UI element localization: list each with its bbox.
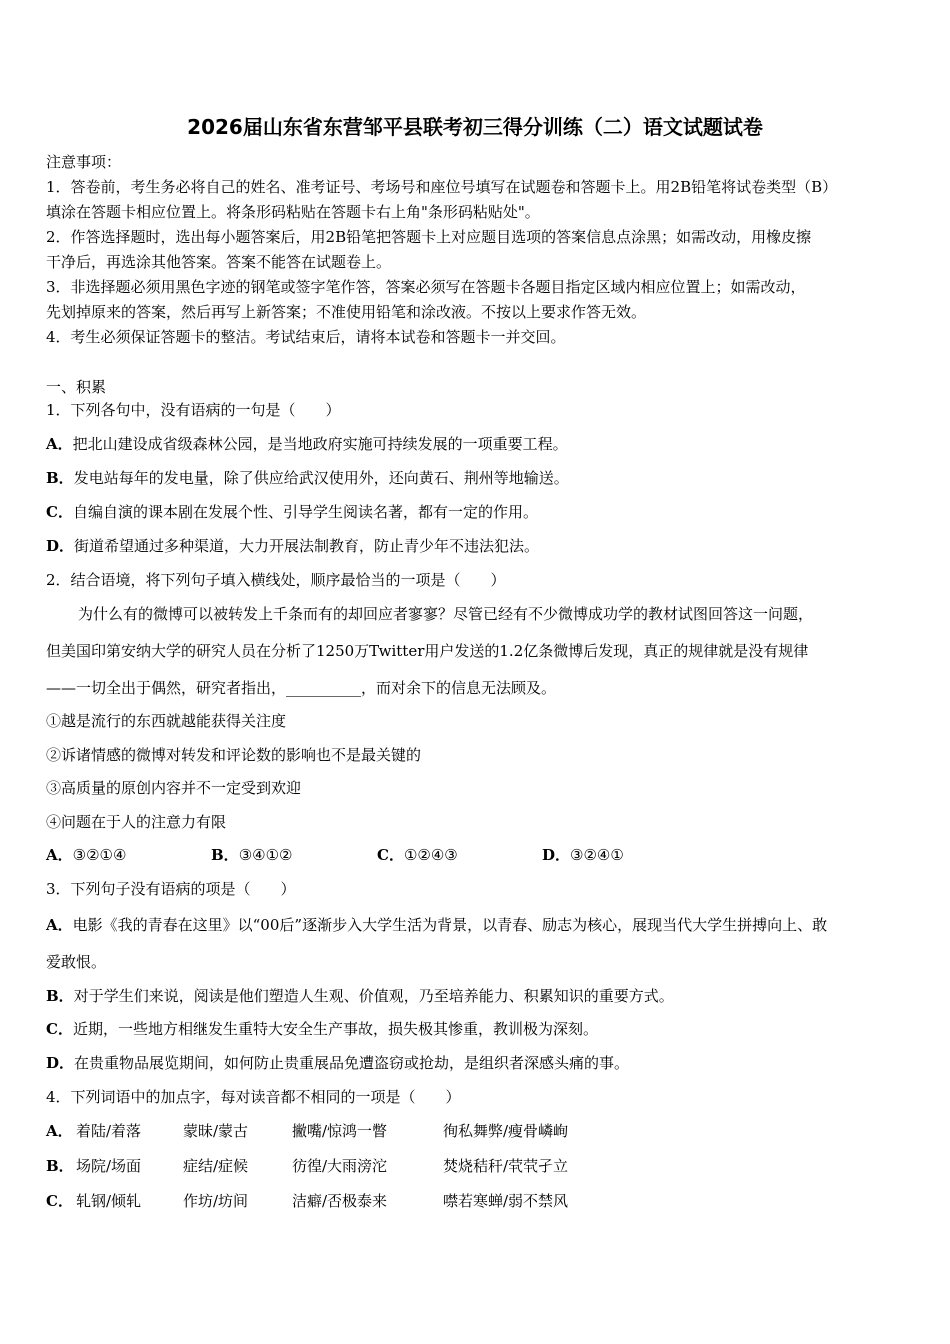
option-label: B． <box>46 469 74 487</box>
choice-text: ③④①② <box>238 846 293 864</box>
word-pair: 徇私舞弊/瘦骨嶙峋 <box>443 1122 569 1140</box>
option-text: 近期，一些地方相继发生重特大安全生产事故，损失极其惨重，教训极为深刻。 <box>72 1020 598 1038</box>
word-pair: 洁癖/否极泰来 <box>292 1192 388 1210</box>
row-label: B． <box>46 1157 74 1175</box>
word-pair: 彷徨/大雨滂沱 <box>292 1157 388 1175</box>
option-d <box>46 536 539 556</box>
option-d <box>46 1053 629 1073</box>
option-label: B． <box>46 987 74 1005</box>
sentence-item: ③高质量的原创内容并不一定受到欢迎 <box>46 779 302 797</box>
section-heading: 一、积累 <box>46 378 107 396</box>
choice-text: ①②④③ <box>403 846 458 864</box>
word-pair: 着陆/着落 <box>76 1122 142 1140</box>
option-label: C． <box>46 503 73 521</box>
passage-line: 为什么有的微博可以被转发上千条而有的却回应者寥寥？尽管已经有不少微博成功学的教材试图回答这一问题， <box>78 605 814 623</box>
question-stem: 2．结合语境，将下列句子填入横线处，顺序最恰当的一项是（ ） <box>46 571 506 589</box>
question-stem: 1．下列各句中，没有语病的一句是（ ） <box>46 401 341 419</box>
option-text: 街道希望通过多种渠道，大力开展法制教育，防止青少年不违法犯法。 <box>74 537 540 555</box>
sentence-item: ②诉诸情感的微博对转发和评论数的影响也不是最关键的 <box>46 746 422 764</box>
choice-c <box>377 845 458 865</box>
choice-label: C． <box>377 846 404 864</box>
question-stem: 3．下列句子没有语病的项是（ ） <box>46 880 296 898</box>
option-b <box>46 986 674 1006</box>
notice-line: 填涂在答题卡相应位置上。将条形码粘贴在答题卡右上角"条形码粘贴处"。 <box>46 203 540 221</box>
notice-line: 1．答卷前，考生务必将自己的姓名、准考证号、考场号和座位号填写在试题卷和答题卡上。用2B铅笔将试卷类型（B） <box>46 178 838 196</box>
passage-line: 但美国印第安纳大学的研究人员在分析了1250万Twitter用户发送的1.2亿条微博后发现，真正的规律就是没有规律 <box>46 642 809 660</box>
option-text: 自编自演的课本剧在发展个性、引导学生阅读名著，都有一定的作用。 <box>72 503 538 521</box>
option-a-cont: 爱敢恨。 <box>46 953 107 971</box>
sentence-item: ①越是流行的东西就越能获得关注度 <box>46 712 287 730</box>
option-b <box>46 468 569 488</box>
choice-text: ③②①④ <box>72 846 127 864</box>
sentence-item: ④问题在于人的注意力有限 <box>46 813 227 831</box>
row-label: C． <box>46 1192 73 1210</box>
word-pair: 场院/场面 <box>76 1157 142 1175</box>
option-label: C． <box>46 1020 73 1038</box>
notice-line: 4．考生必须保证答题卡的整洁。考试结束后，请将本试卷和答题卡一并交回。 <box>46 328 566 346</box>
choice-label: B． <box>211 846 239 864</box>
word-pair: 症结/症候 <box>183 1157 249 1175</box>
row-label: A． <box>46 1122 73 1140</box>
notice-line: 干净后，再选涂其他答案。答案不能答在试题卷上。 <box>46 253 392 271</box>
word-pair: 蒙昧/蒙古 <box>183 1122 249 1140</box>
option-label: A． <box>46 916 73 934</box>
choice-label: D． <box>542 846 571 864</box>
option-a <box>46 915 827 935</box>
word-pair: 轧钢/倾轧 <box>76 1192 142 1210</box>
notice-heading: 注意事项： <box>46 153 122 171</box>
option-text: 电影《我的青春在这里》以“00后”逐渐步入大学生活为背景，以青春、励志为核心，展现当代大学生拼搏向上、敢 <box>72 916 828 934</box>
option-c <box>46 1019 598 1039</box>
option-text: 发电站每年的发电量，除了供应给武汉使用外，还向黄石、荆州等地输送。 <box>73 469 569 487</box>
choice-text: ③②④① <box>570 846 624 864</box>
option-label: A． <box>46 435 73 453</box>
question-stem: 4．下列词语中的加点字，每对读音都不相同的一项是（ ） <box>46 1088 461 1106</box>
notice-line: 2．作答选择题时，选出每小题答案后，用2B铅笔把答题卡上对应题目选项的答案信息点涂黑；如需改动，用橡皮擦 <box>46 228 812 246</box>
option-text: 把北山建设成省级森林公园，是当地政府实施可持续发展的一项重要工程。 <box>72 435 568 453</box>
choice-d <box>542 845 624 865</box>
option-label: D． <box>46 1054 75 1072</box>
option-label: D． <box>46 537 75 555</box>
word-pair: 噤若寒蝉/弱不禁风 <box>443 1192 569 1210</box>
option-text: 在贵重物品展览期间，如何防止贵重展品免遭盗窃或抢劫，是组织者深感头痛的事。 <box>74 1054 630 1072</box>
option-a <box>46 434 568 454</box>
notice-line: 先划掉原来的答案，然后再写上新答案；不准使用铅笔和涂改液。不按以上要求作答无效。 <box>46 303 647 321</box>
option-c <box>46 502 538 522</box>
choice-label: A． <box>46 846 73 864</box>
notice-line: 3．非选择题必须用黑色字迹的钢笔或签字笔作答，答案必须写在答题卡各题目指定区域内相应位置上；如需改动， <box>46 278 806 296</box>
choice-b <box>211 845 292 865</box>
page-title: 2026届山东省东营邹平县联考初三得分训练（二）语文试题试卷 <box>187 115 763 139</box>
word-pair: 作坊/坊间 <box>183 1192 249 1210</box>
option-text: 对于学生们来说，阅读是他们塑造人生观、价值观，乃至培养能力、积累知识的重要方式。 <box>73 987 674 1005</box>
word-pair: 撇嘴/惊鸿一瞥 <box>292 1122 388 1140</box>
choice-a <box>46 845 126 865</box>
passage-line: ——一切全出于偶然，研究者指出，__________，而对余下的信息无法顾及。 <box>46 679 557 697</box>
word-pair: 焚烧秸秆/茕茕孑立 <box>443 1157 569 1175</box>
